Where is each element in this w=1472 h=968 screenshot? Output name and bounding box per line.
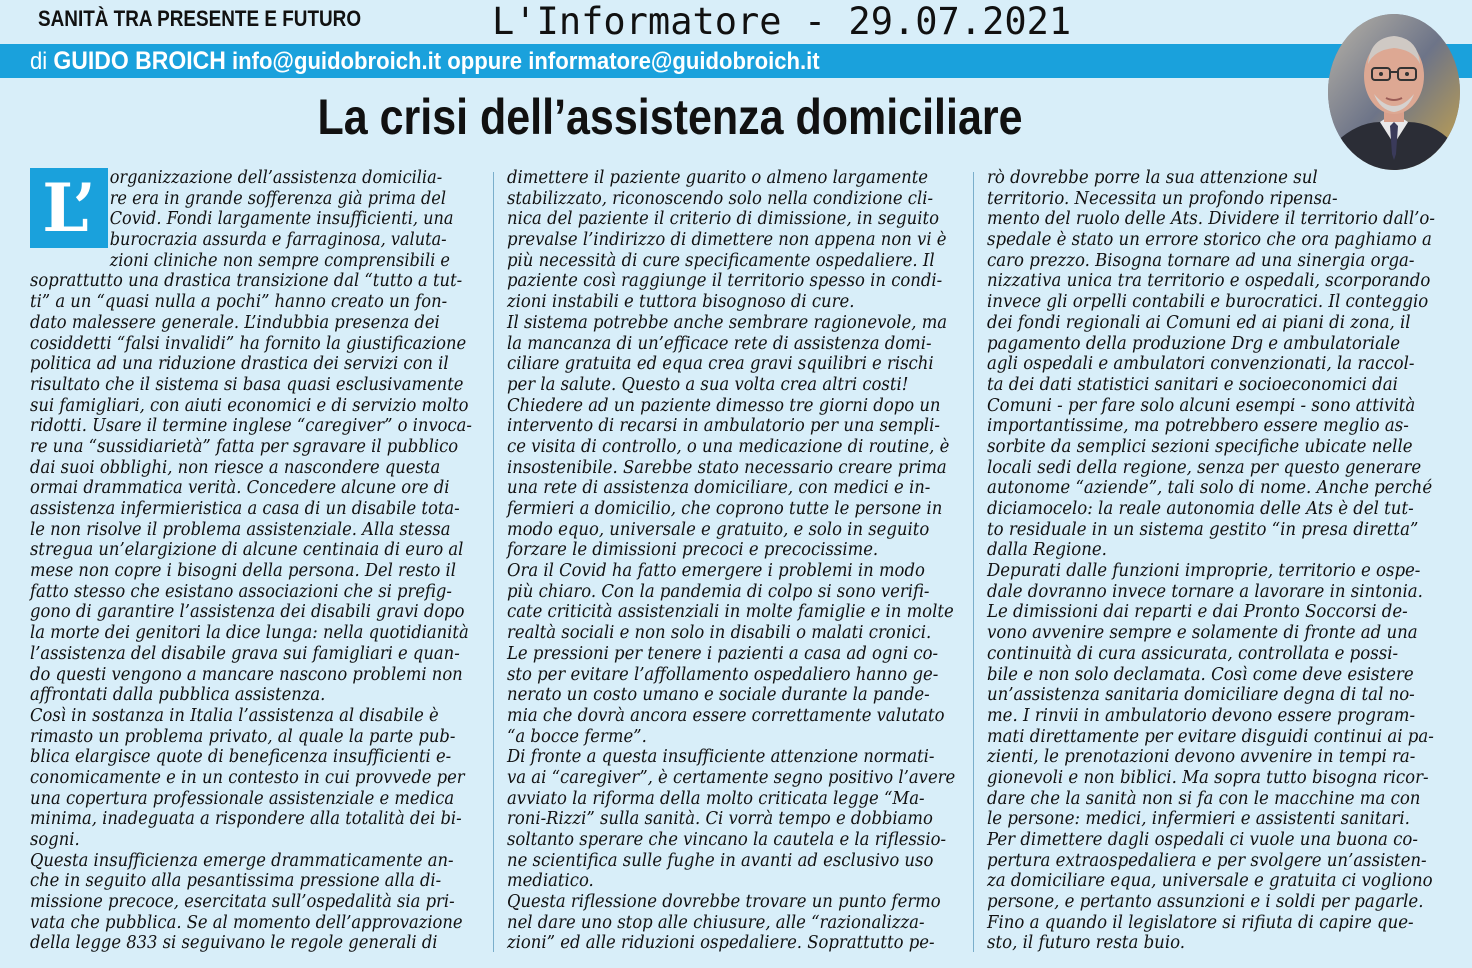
text-line: Le dimissioni dai reparti e dai Pronto Soccorsi de- bbox=[987, 602, 1408, 623]
text-line: Ora il Covid ha fatto emergere i problemi in modo bbox=[507, 561, 925, 582]
text-line: mati direttamente per evitare disguidi continui ai pa- bbox=[987, 726, 1434, 747]
text-line: ormai drammatica verità. Concedere alcune ore di bbox=[30, 478, 450, 499]
text-line: rimasto un problema privato, al quale la parte pub- bbox=[30, 726, 456, 747]
text-line: Le pressioni per tenere i pazienti a casa ad ogni co- bbox=[507, 643, 939, 664]
text-line: nerato un costo umano e sociale durante la pande- bbox=[507, 685, 930, 706]
text-line: fermieri a domicilio, che coprono tutte le persone in bbox=[507, 499, 943, 519]
text-line: soprattutto una drastica transizione dal “tutto a tut- bbox=[30, 271, 463, 292]
text-line: Depurati dalle funzioni improprie, territorio e ospe- bbox=[987, 561, 1421, 582]
text-line: nica del paziente il criterio di dimissione, in seguito bbox=[507, 209, 939, 230]
text-line: mia che dovrà ancora essere correttamente valutato bbox=[507, 705, 945, 726]
text-line: dare che la sanità non si fa con le macchine ma con bbox=[987, 788, 1421, 809]
text-line: una copertura professionale assistenziale e medica bbox=[30, 788, 455, 809]
text-line: forzare le dimissioni precoci e precocissime. bbox=[507, 540, 879, 561]
text-line: che in seguito alla pesantissima pressione alla di- bbox=[30, 871, 442, 892]
byline-author: GUIDO BROICH bbox=[53, 47, 226, 75]
text-line: territorio. Necessita un profondo ripensa- bbox=[987, 188, 1338, 209]
text-line: vono avvenire sempre e solamente di fronte ad una bbox=[987, 623, 1418, 644]
text-line: zioni cliniche non sempre comprensibili e bbox=[109, 250, 450, 271]
text-line: gionevoli e non biblici. Ma sopra tutto bisogna ricor- bbox=[987, 767, 1429, 788]
text-line: più necessità di cure specificamente ospedaliere. Il bbox=[507, 250, 935, 271]
text-line: Covid. Fondi largamente insufficienti, una bbox=[109, 209, 454, 230]
text-line: Fino a quando il legislatore si rifiuta di capire que- bbox=[987, 912, 1414, 933]
text-line: dale dovranno invece tornare a lavorare in sintonia. bbox=[987, 581, 1423, 602]
text-line: va ai “caregiver”, è certamente segno positivo l’avere bbox=[507, 767, 956, 788]
text-line: prevalse l’indirizzo di dimettere non appena non vi è bbox=[507, 230, 947, 251]
text-line: ta dei dati statistici sanitari e socioeconomici dai bbox=[987, 374, 1398, 395]
text-line: rò dovrebbe porre la sua attenzione sul bbox=[987, 168, 1318, 188]
author-photo bbox=[1328, 14, 1460, 170]
text-line: sto, il futuro resta buio. bbox=[987, 933, 1186, 954]
text-line: paziente così raggiunge il territorio spesso in condi- bbox=[507, 271, 943, 292]
text-line: ti” a un “quasi nulla a pochi” hanno creato un fon- bbox=[30, 292, 448, 313]
text-line: Comuni - per fare solo alcuni esempi - sono attività bbox=[987, 395, 1416, 416]
text-line: Di fronte a questa insufficiente attenzione normati- bbox=[507, 747, 935, 768]
publication-stamp: L'Informatore - 29.07.2021 bbox=[492, 0, 1072, 43]
text-line: continuità di cura assicurata, controllata e possi- bbox=[987, 643, 1399, 664]
text-line: conomicamente e in un contesto in cui provvede per bbox=[30, 767, 465, 788]
text-line: minima, inadeguata a rispondere alla totalità dei bi- bbox=[30, 809, 462, 830]
text-line: mediatico. bbox=[507, 871, 594, 892]
text-line: vata che pubblica. Se al momento dell’approvazione bbox=[30, 912, 463, 933]
text-line: una rete di assistenza domiciliare, con medici e in- bbox=[507, 478, 931, 499]
text-line: caro prezzo. Bisogna tornare ad una sinergia orga- bbox=[987, 250, 1415, 271]
text-line: realtà sociali e non solo in disabili o malati cronici. bbox=[507, 623, 932, 644]
text-line: burocrazia assurda e farraginosa, valuta- bbox=[109, 230, 447, 251]
text-line: Questa riflessione dovrebbe trovare un punto fermo bbox=[507, 892, 941, 913]
text-line: dimettere il paziente guarito o almeno largamente bbox=[507, 168, 929, 188]
text-line: za domiciliare equa, universale e gratuita ci vogliono bbox=[987, 871, 1433, 892]
text-line: Il sistema potrebbe anche sembrare ragionevole, ma bbox=[507, 312, 948, 333]
text-line: più chiaro. Con la pandemia di colpo si sono verifi- bbox=[507, 581, 930, 602]
text-line: ridotti. Usare il termine inglese “caregiver” o invoca- bbox=[30, 416, 472, 437]
text-line: avviato la riforma della molto criticata legge “Ma- bbox=[507, 788, 925, 809]
text-line: cate criticità assistenziali in molte famiglie e in molte bbox=[507, 602, 954, 623]
text-line: re era in grande sofferenza già prima del bbox=[109, 188, 446, 209]
article-headline: La crisi dell’assistenza domiciliare bbox=[317, 89, 1023, 145]
text-line: Questa insufficienza emerge drammaticamente an- bbox=[30, 850, 454, 871]
text-line: la morte dei genitori la dice lunga: nella quotidianità bbox=[30, 623, 469, 644]
text-line: stabilizzato, riconoscendo solo nella condizione cli- bbox=[507, 188, 934, 209]
text-line: ne scientifica sulle fughe in avanti ad esclusivo uso bbox=[507, 850, 934, 871]
text-line: nel dare uno stop alle chiusure, alle “razionalizza- bbox=[507, 912, 925, 933]
article-column-2 bbox=[507, 168, 981, 954]
text-line: le persone: medici, infermieri e assistenti sanitari. bbox=[987, 809, 1410, 830]
text-line: l’assistenza del disabile grava sui famigliari e quan- bbox=[30, 643, 460, 664]
text-line: della legge 833 si seguivano le regole generali di bbox=[30, 933, 438, 954]
text-line: stregua un’elargizione di alcune centinaia di euro al bbox=[30, 540, 464, 561]
byline-prefix: di bbox=[30, 48, 48, 75]
text-line: sogni. bbox=[30, 830, 80, 850]
text-line: sui famigliari, con aiuti economici e di servizio molto bbox=[30, 395, 469, 416]
text-line: affrontati dalla pubblica assistenza. bbox=[30, 685, 326, 706]
text-line: la mancanza di un’efficace rete di assistenza domi- bbox=[507, 333, 932, 354]
text-line: spedale è stato un errore storico che ora paghiamo a bbox=[987, 230, 1432, 251]
byline-contacts: info@guidobroich.it oppure informatore@guidobroich.it bbox=[231, 48, 820, 75]
text-line: zienti, le prenotazioni devono avvenire in tempi ra- bbox=[987, 747, 1416, 768]
text-line: intervento di recarsi in ambulatorio per una sempli- bbox=[507, 416, 940, 437]
text-line: pertura extraospedaliera e per svolgere un’assisten- bbox=[987, 850, 1427, 871]
text-line: roni-Rizzi” sulla sanità. Ci vorrà tempo e dobbiamo bbox=[507, 809, 933, 830]
text-line: pagamento della produzione Drg e ambulatoriale bbox=[987, 333, 1401, 354]
text-line: diciamocelo: la reale autonomia delle Ats è del tut- bbox=[987, 499, 1414, 519]
text-line: blica elargisce quote di beneficenza insufficienti e- bbox=[30, 747, 452, 768]
text-line: invece gli orpelli contabili e burocratici. Il conteggio bbox=[987, 292, 1429, 313]
text-line: mese non copre i bisogni della persona. Del resto il bbox=[30, 561, 456, 582]
text-line: sorbite da semplici sezioni specifiche ubicate nelle bbox=[987, 436, 1413, 457]
text-line: soltanto sperare che vincano la cautela e la riflessio- bbox=[507, 830, 947, 850]
text-line: me. I rinvii in ambulatorio devono essere program- bbox=[987, 705, 1416, 726]
text-line: risultato che il sistema si basa quasi esclusivamente bbox=[30, 374, 464, 395]
text-line: per la salute. Questo a sua volta crea altri costi! bbox=[507, 374, 909, 395]
text-line: do questi vengono a mancare nascono problemi non bbox=[30, 664, 463, 685]
text-line: Così in sostanza in Italia l’assistenza al disabile è bbox=[30, 705, 439, 726]
text-line: zioni” ed alle riduzioni ospedaliere. Soprattutto pe- bbox=[507, 933, 935, 954]
text-line: missione precoce, esercitata sull’ospedalità sia pri- bbox=[30, 892, 455, 913]
article-column-1 bbox=[30, 168, 500, 954]
byline bbox=[30, 47, 820, 76]
text-line: ce visita di controllo, o una medicazione di routine, è bbox=[507, 436, 950, 457]
text-line: zioni instabili e tuttora bisognoso di cure. bbox=[507, 292, 855, 313]
text-line: assistenza infermieristica a casa di un disabile tota- bbox=[30, 499, 460, 519]
text-line: dei fondi regionali ai Comuni ed ai piani di zona, il bbox=[987, 312, 1411, 333]
text-line: cosiddetti “falsi invalidi” ha fornito la giustificazione bbox=[30, 333, 467, 354]
text-line: politica ad una riduzione drastica dei servizi con il bbox=[30, 354, 449, 375]
text-line: autonome “aziende”, tali solo di nome. Anche perché bbox=[987, 478, 1433, 499]
text-line: sto per evitare l’affollamento ospedaliero hanno ge- bbox=[507, 664, 939, 685]
drop-cap: L’ bbox=[30, 168, 108, 248]
author-portrait-illustration bbox=[1328, 14, 1460, 170]
text-line: modo equo, universale e gratuito, e solo in seguito bbox=[507, 519, 930, 540]
text-line: locali sedi della regione, senza per questo generare bbox=[987, 457, 1422, 478]
text-line: dato malessere generale. L’indubbia presenza dei bbox=[30, 312, 440, 333]
text-line: gono di garantire l’assistenza dei disabili gravi dopo bbox=[30, 602, 465, 623]
text-line: Chiedere ad un paziente dimesso tre giorni dopo un bbox=[507, 395, 941, 416]
text-line: importantissime, ma potrebbero essere meglio as- bbox=[987, 416, 1409, 437]
text-line: bile e non solo declamata. Così come deve esistere bbox=[987, 664, 1414, 685]
text-line: Per dimettere dagli ospedali ci vuole una buona co- bbox=[987, 830, 1418, 850]
text-line: nizzativa unica tra territorio e ospedali, scorporando bbox=[987, 271, 1431, 292]
text-line: agli ospedali e ambulatori convenzionati, la raccol- bbox=[987, 354, 1415, 375]
text-line: organizzazione dell’assistenza domicilia- bbox=[109, 168, 443, 188]
article-column-3 bbox=[987, 168, 1458, 954]
text-line: mento del ruolo delle Ats. Dividere il territorio dall’o- bbox=[987, 209, 1435, 230]
text-line: re una “sussidiarietà” fatta per sgravare il pubblico bbox=[30, 436, 459, 457]
section-label: SANITÀ TRA PRESENTE E FUTURO bbox=[38, 6, 362, 31]
text-line: dalla Regione. bbox=[987, 540, 1107, 561]
text-line: le non risolve il problema assistenziale. Alla stessa bbox=[30, 519, 451, 540]
text-line: fatto stesso che esistano associazioni che si prefig- bbox=[30, 581, 452, 602]
text-line: to residuale in un sistema gestito “in presa diretta” bbox=[987, 519, 1419, 540]
text-line: dai suoi obblighi, non riesce a nascondere questa bbox=[30, 457, 441, 478]
text-line: “a bocce ferme”. bbox=[507, 726, 647, 747]
text-line: persone, e pertanto assunzioni e i soldi per pagarle. bbox=[987, 892, 1424, 913]
text-line: ciliare gratuita ed equa crea gravi squilibri e rischi bbox=[507, 354, 934, 375]
text-line: insostenibile. Sarebbe stato necessario creare prima bbox=[507, 457, 947, 478]
text-line: un’assistenza sanitaria domiciliare degna di tal no- bbox=[987, 685, 1415, 706]
